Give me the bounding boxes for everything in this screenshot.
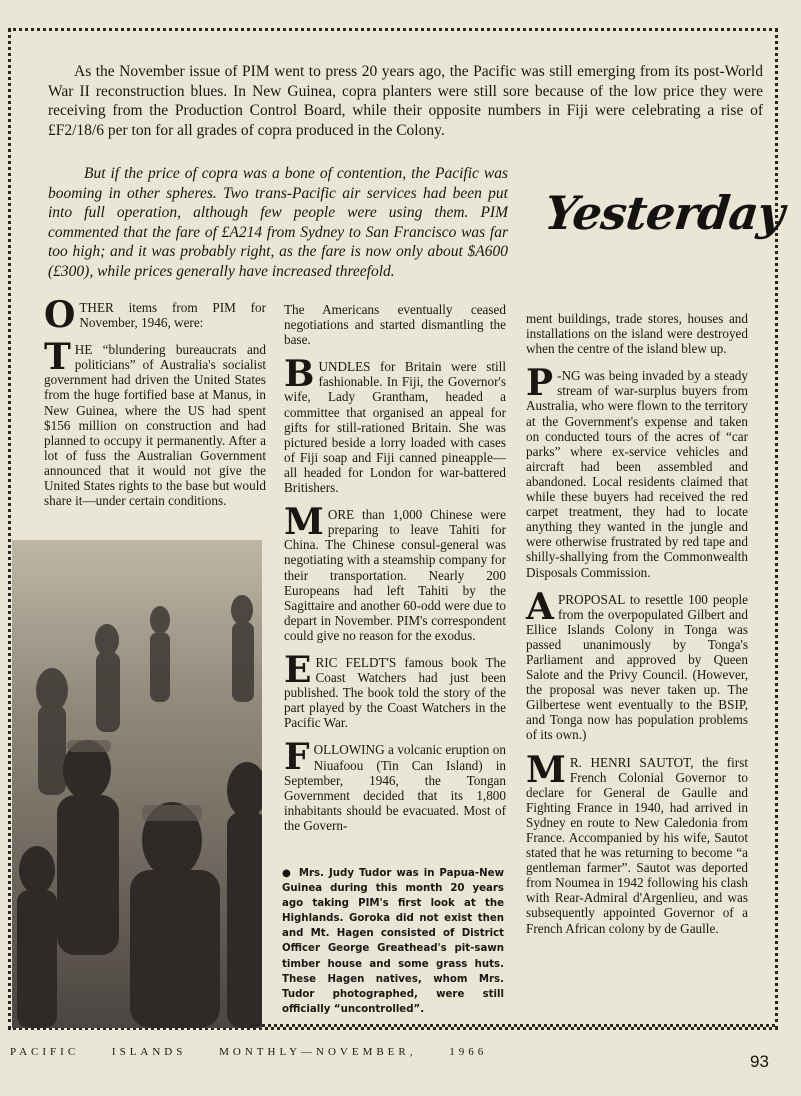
article-para xyxy=(44,294,266,336)
para-text: The Americans eventually ceased negotiations and started dismantling the base. xyxy=(284,302,506,348)
para-text: R. HENRI SAUTOT, the first French Colonial Governor to declare for General de Gaulle and Fighting France in 1940, had arrived in Sydney en route to New Caledonia from France. Accompanied by his wife, Sautot stated that he was returning to become “a gentleman farmer”. Sautot was deported from Noumea in 1942 following his clash with Rear-Admiral d'Argenlieu, and was subsequently appointed Governor of a French African colony by de Gaulle. xyxy=(526,754,748,936)
drop-cap: T xyxy=(44,336,71,379)
drop-cap: E xyxy=(284,648,312,691)
drop-cap: B xyxy=(284,353,315,396)
article-para xyxy=(284,736,506,833)
photo-caption xyxy=(282,866,504,1017)
para-text: THER items from PIM for November, 1946, were: xyxy=(79,300,266,331)
footer-rule xyxy=(250,1024,775,1033)
para-text: PROPOSAL to resettle 100 people from the overpopulated Gilbert and Ellice Islands Colony in Tonga was passed unanimously by Tonga's Parliament and approved by Queen Salote and the Privy Council. (However, the proposal was never taken up. The Gilbertese went eventually to the BSIP, and Tonga now has population problems of its own.) xyxy=(526,591,748,743)
article-para xyxy=(284,501,506,643)
column-1 xyxy=(44,294,266,520)
page-number: 93 xyxy=(750,1052,769,1071)
para-text: -NG was being invaded by a steady stream of war-surplus buyers from Australia, who were flown to the territory at the Government's expense and taken on conducted tours of the acres of “car parks” where ex-service vehicles and aircraft had been assembled and abandoned. Local residents claimed that while these buyers had received the red carpet treatment, they had to locate anything they wanted in the jungle and were otherwise frustrated by red tape and shilly-shallying from the Commonwealth Disposals Commission. xyxy=(526,368,748,580)
drop-cap: M xyxy=(526,748,566,791)
para-text: ment buildings, trade stores, houses and installations on the island were destroyed when the centre of the island blew up. xyxy=(526,311,748,357)
drop-cap: M xyxy=(284,501,324,544)
column-3 xyxy=(526,311,748,948)
page-title: Yesterday xyxy=(542,186,787,240)
footer-word: MONTHLY—NOVEMBER, xyxy=(219,1046,417,1058)
para-text: UNDLES for Britain were still fashionable. In Fiji, the Governor's wife, Lady Grantham, headed a committee that organised an appeal for gifts for still-rationed Britain. She was pictured beside a lorry loaded with cases of Fiji soap and Fiji canned pineapple—all headed for London for war-battered Britishers. xyxy=(284,359,506,496)
drop-cap: F xyxy=(284,736,310,779)
article-para xyxy=(526,362,748,580)
para-text: RIC FELDT'S famous book The Coast Watchers had just been published. The book told the story of the part played by the Coast Watchers in the Pacific War. xyxy=(284,654,506,731)
article-para xyxy=(526,585,748,743)
para-text: OLLOWING a volcanic eruption on Niuafoou (Tin Can Island) in September, 1946, the Tongan Government decided that its 1,800 inhabitants should be evacuated. Most of the Govern- xyxy=(284,742,506,833)
article-para xyxy=(526,748,748,936)
para-text: ORE than 1,000 Chinese were preparing to leave Tahiti for China. The Chinese consul-general was negotiating with a steamship company for their transportation. Nearly 200 Europeans had left Tahiti by the Sagittaire and another 60-odd were due to depart in November. PIM's correspondent could give no reason for the exodus. xyxy=(284,507,506,643)
intro-paragraph: As the November issue of PIM went to press 20 years ago, the Pacific was still emerging from its post-World War II reconstruction blues. In New Guinea, copra planters were still sore because of the low price they were receiving from the Production Control Board, while their opposite numbers in Fiji were celebrating a rise of £F2/18/6 per ton for all grades of copra produced in the Colony. xyxy=(48,63,763,139)
article-para xyxy=(526,311,748,356)
footer-word: ISLANDS xyxy=(111,1046,187,1058)
article-para xyxy=(284,353,506,496)
drop-cap: A xyxy=(526,585,554,628)
footer-word: PACIFIC xyxy=(10,1046,80,1058)
article-para xyxy=(284,302,506,347)
drop-cap: P xyxy=(526,362,554,405)
drop-cap: O xyxy=(44,294,76,336)
footer-word: 1966 xyxy=(449,1046,488,1058)
column-2 xyxy=(284,302,506,845)
article-para xyxy=(284,648,506,731)
bullet-icon: ● xyxy=(282,868,291,879)
running-footer xyxy=(10,1046,513,1058)
highlands-photo xyxy=(12,540,262,1028)
article-para xyxy=(44,336,266,509)
caption-text: Mrs. Judy Tudor was in Papua-New Guinea during this month 20 years ago taking PIM's first look at the Highlands. Goroka did not exist then and Mt. Hagen consisted of District Officer George Greathead's pit-sawn timber house and some grass huts. These Hagen natives, whom Mrs. Tudor photographed, were still officially “uncontrolled”. xyxy=(282,868,504,1015)
intro-italic-paragraph: But if the price of copra was a bone of contention, the Pacific was booming in other spheres. Two trans-Pacific air services had been put into full operation, although few people were using them. PIM commented that the fare of £A214 from Sydney to San Francisco was far too high; and it was probably right, as the fare is now only about $A600 (£300), while prices generally have increased threefold. xyxy=(48,165,508,280)
para-text: HE “blundering bureaucrats and politicians” of Australia's socialist government had driven the United States from the huge fortified base at Manus, in New Guinea, where the US had spent $156 million on construction and had planned to occupy it permanently. After a lot of fuss the Australian Government announced that it would not give the United States rights to the base but would share it—under certain conditions. xyxy=(44,342,266,509)
